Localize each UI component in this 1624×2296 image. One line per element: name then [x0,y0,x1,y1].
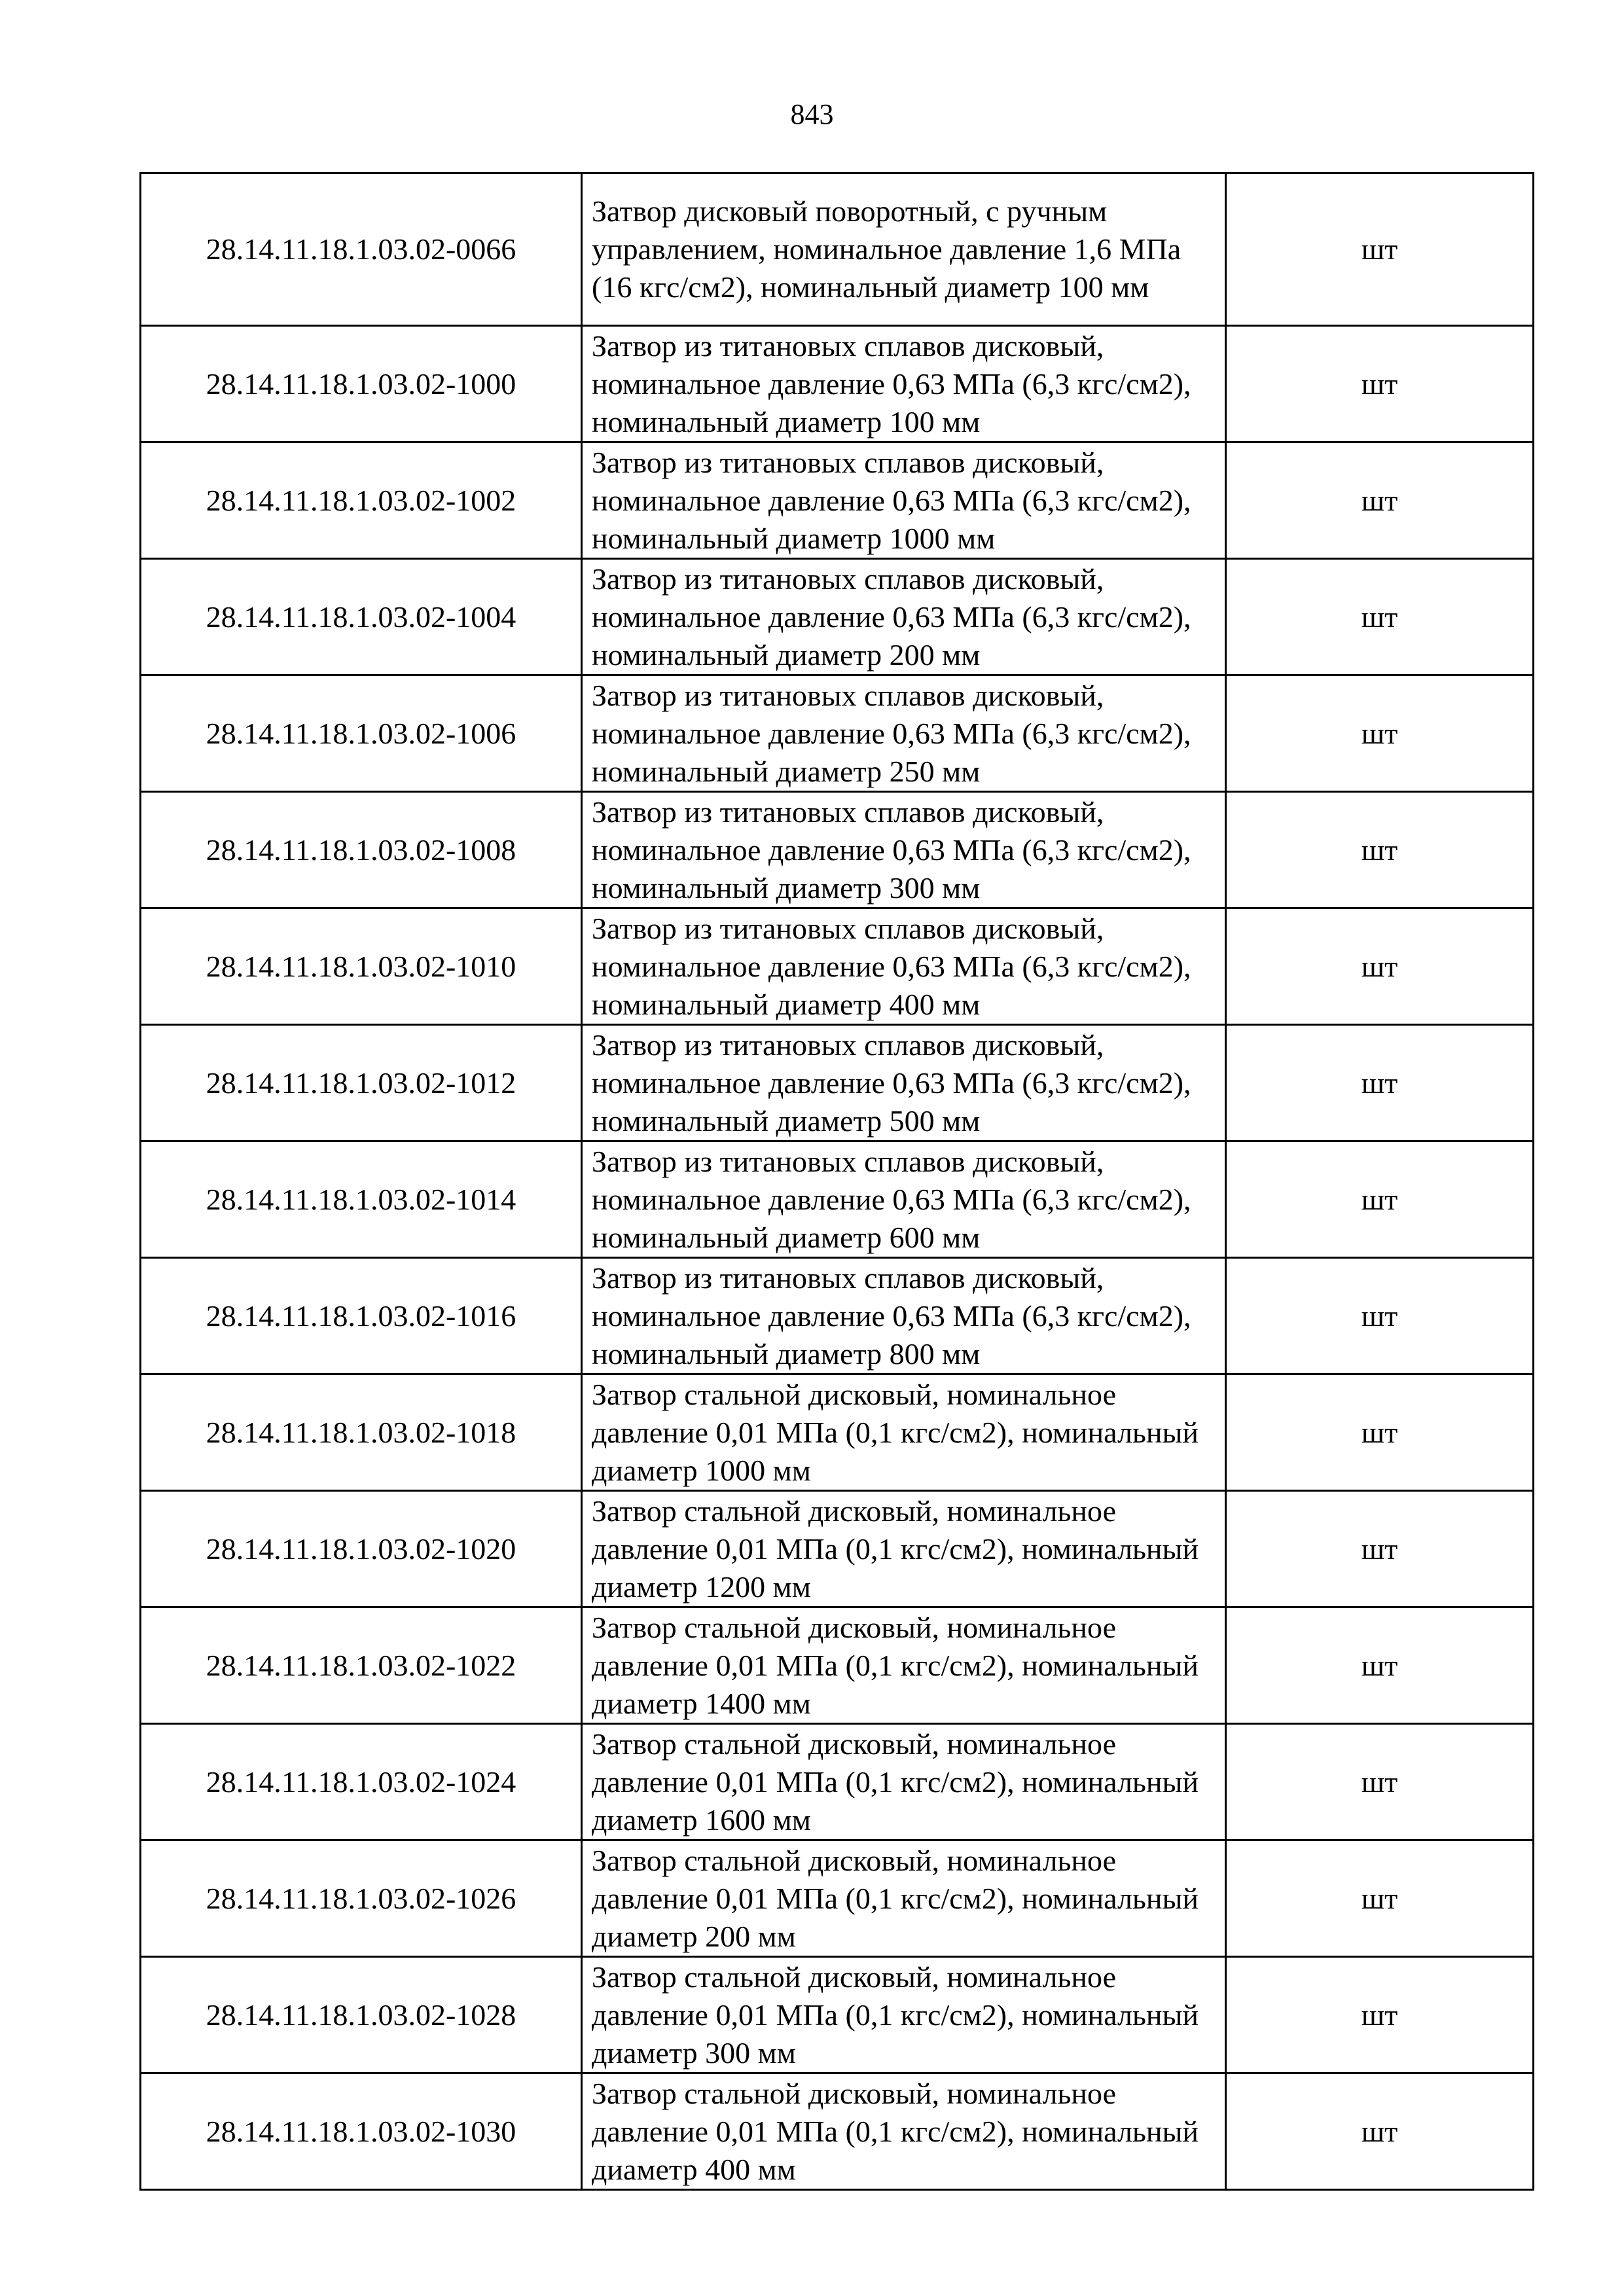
item-description: Затвор из титановых сплавов дисковый, номинальное давление 0,63 МПа (6,3 кгс/см2), номинальный диаметр 250 мм [582,675,1226,792]
item-code: 28.14.11.18.1.03.02-1012 [141,1025,582,1141]
item-description: Затвор дисковый поворотный, с ручным управлением, номинальное давление 1,6 МПа (16 кгс/см2), номинальный диаметр 100 мм [582,173,1226,326]
page-number: 843 [790,98,834,130]
item-description: Затвор из титановых сплавов дисковый, номинальное давление 0,63 МПа (6,3 кгс/см2), номинальный диаметр 300 мм [582,792,1226,908]
item-code: 28.14.11.18.1.03.02-1016 [141,1258,582,1374]
table-row [141,1491,1534,1607]
item-code: 28.14.11.18.1.03.02-1010 [141,908,582,1025]
table-row [141,1724,1534,1840]
item-unit: шт [1226,442,1534,559]
item-description: Затвор стальной дисковый, номинальное давление 0,01 МПа (0,1 кгс/см2), номинальный диаметр 200 мм [582,1840,1226,1957]
item-code: 28.14.11.18.1.03.02-1022 [141,1607,582,1724]
item-code: 28.14.11.18.1.03.02-1024 [141,1724,582,1840]
item-description: Затвор из титановых сплавов дисковый, номинальное давление 0,63 МПа (6,3 кгс/см2), номинальный диаметр 100 мм [582,326,1226,442]
table-row [141,792,1534,908]
item-code: 28.14.11.18.1.03.02-1006 [141,675,582,792]
item-unit: шт [1226,1141,1534,1258]
table-row [141,1025,1534,1141]
item-code: 28.14.11.18.1.03.02-1008 [141,792,582,908]
item-code: 28.14.11.18.1.03.02-1030 [141,2073,582,2190]
item-description: Затвор стальной дисковый, номинальное давление 0,01 МПа (0,1 кгс/см2), номинальный диаметр 1000 мм [582,1374,1226,1491]
table-row [141,2073,1534,2190]
item-unit: шт [1226,559,1534,675]
item-unit: шт [1226,675,1534,792]
item-code: 28.14.11.18.1.03.02-1014 [141,1141,582,1258]
item-unit: шт [1226,1724,1534,1840]
item-description: Затвор из титановых сплавов дисковый, номинальное давление 0,63 МПа (6,3 кгс/см2), номинальный диаметр 1000 мм [582,442,1226,559]
table-row [141,442,1534,559]
item-description: Затвор из титановых сплавов дисковый, номинальное давление 0,63 МПа (6,3 кгс/см2), номинальный диаметр 600 мм [582,1141,1226,1258]
item-description: Затвор из титановых сплавов дисковый, номинальное давление 0,63 МПа (6,3 кгс/см2), номинальный диаметр 800 мм [582,1258,1226,1374]
item-code: 28.14.11.18.1.03.02-1002 [141,442,582,559]
item-code: 28.14.11.18.1.03.02-1018 [141,1374,582,1491]
item-unit: шт [1226,1607,1534,1724]
item-unit: шт [1226,1840,1534,1957]
item-unit: шт [1226,1258,1534,1374]
item-code: 28.14.11.18.1.03.02-1020 [141,1491,582,1607]
item-unit: шт [1226,1374,1534,1491]
table-row [141,1374,1534,1491]
catalog-table [139,172,1534,2191]
table-row [141,559,1534,675]
table-row [141,675,1534,792]
item-unit: шт [1226,326,1534,442]
item-description: Затвор стальной дисковый, номинальное давление 0,01 МПа (0,1 кгс/см2), номинальный диаметр 300 мм [582,1957,1226,2073]
item-description: Затвор из титановых сплавов дисковый, номинальное давление 0,63 МПа (6,3 кгс/см2), номинальный диаметр 200 мм [582,559,1226,675]
item-unit: шт [1226,792,1534,908]
item-code: 28.14.11.18.1.03.02-1000 [141,326,582,442]
table-row [141,173,1534,326]
item-unit: шт [1226,173,1534,326]
item-description: Затвор стальной дисковый, номинальное давление 0,01 МПа (0,1 кгс/см2), номинальный диаметр 1400 мм [582,1607,1226,1724]
item-description: Затвор стальной дисковый, номинальное давление 0,01 МПа (0,1 кгс/см2), номинальный диаметр 1600 мм [582,1724,1226,1840]
item-code: 28.14.11.18.1.03.02-1026 [141,1840,582,1957]
item-description: Затвор из титановых сплавов дисковый, номинальное давление 0,63 МПа (6,3 кгс/см2), номинальный диаметр 500 мм [582,1025,1226,1141]
item-code: 28.14.11.18.1.03.02-1028 [141,1957,582,2073]
item-code: 28.14.11.18.1.03.02-1004 [141,559,582,675]
table-row [141,1258,1534,1374]
table-row [141,1141,1534,1258]
item-unit: шт [1226,1957,1534,2073]
table-row [141,326,1534,442]
table-row [141,1957,1534,2073]
table-row [141,908,1534,1025]
item-description: Затвор стальной дисковый, номинальное давление 0,01 МПа (0,1 кгс/см2), номинальный диаметр 400 мм [582,2073,1226,2190]
item-unit: шт [1226,908,1534,1025]
table-row [141,1607,1534,1724]
item-description: Затвор стальной дисковый, номинальное давление 0,01 МПа (0,1 кгс/см2), номинальный диаметр 1200 мм [582,1491,1226,1607]
table-row [141,1840,1534,1957]
item-unit: шт [1226,2073,1534,2190]
item-description: Затвор из титановых сплавов дисковый, номинальное давление 0,63 МПа (6,3 кгс/см2), номинальный диаметр 400 мм [582,908,1226,1025]
item-unit: шт [1226,1025,1534,1141]
item-code: 28.14.11.18.1.03.02-0066 [141,173,582,326]
item-unit: шт [1226,1491,1534,1607]
